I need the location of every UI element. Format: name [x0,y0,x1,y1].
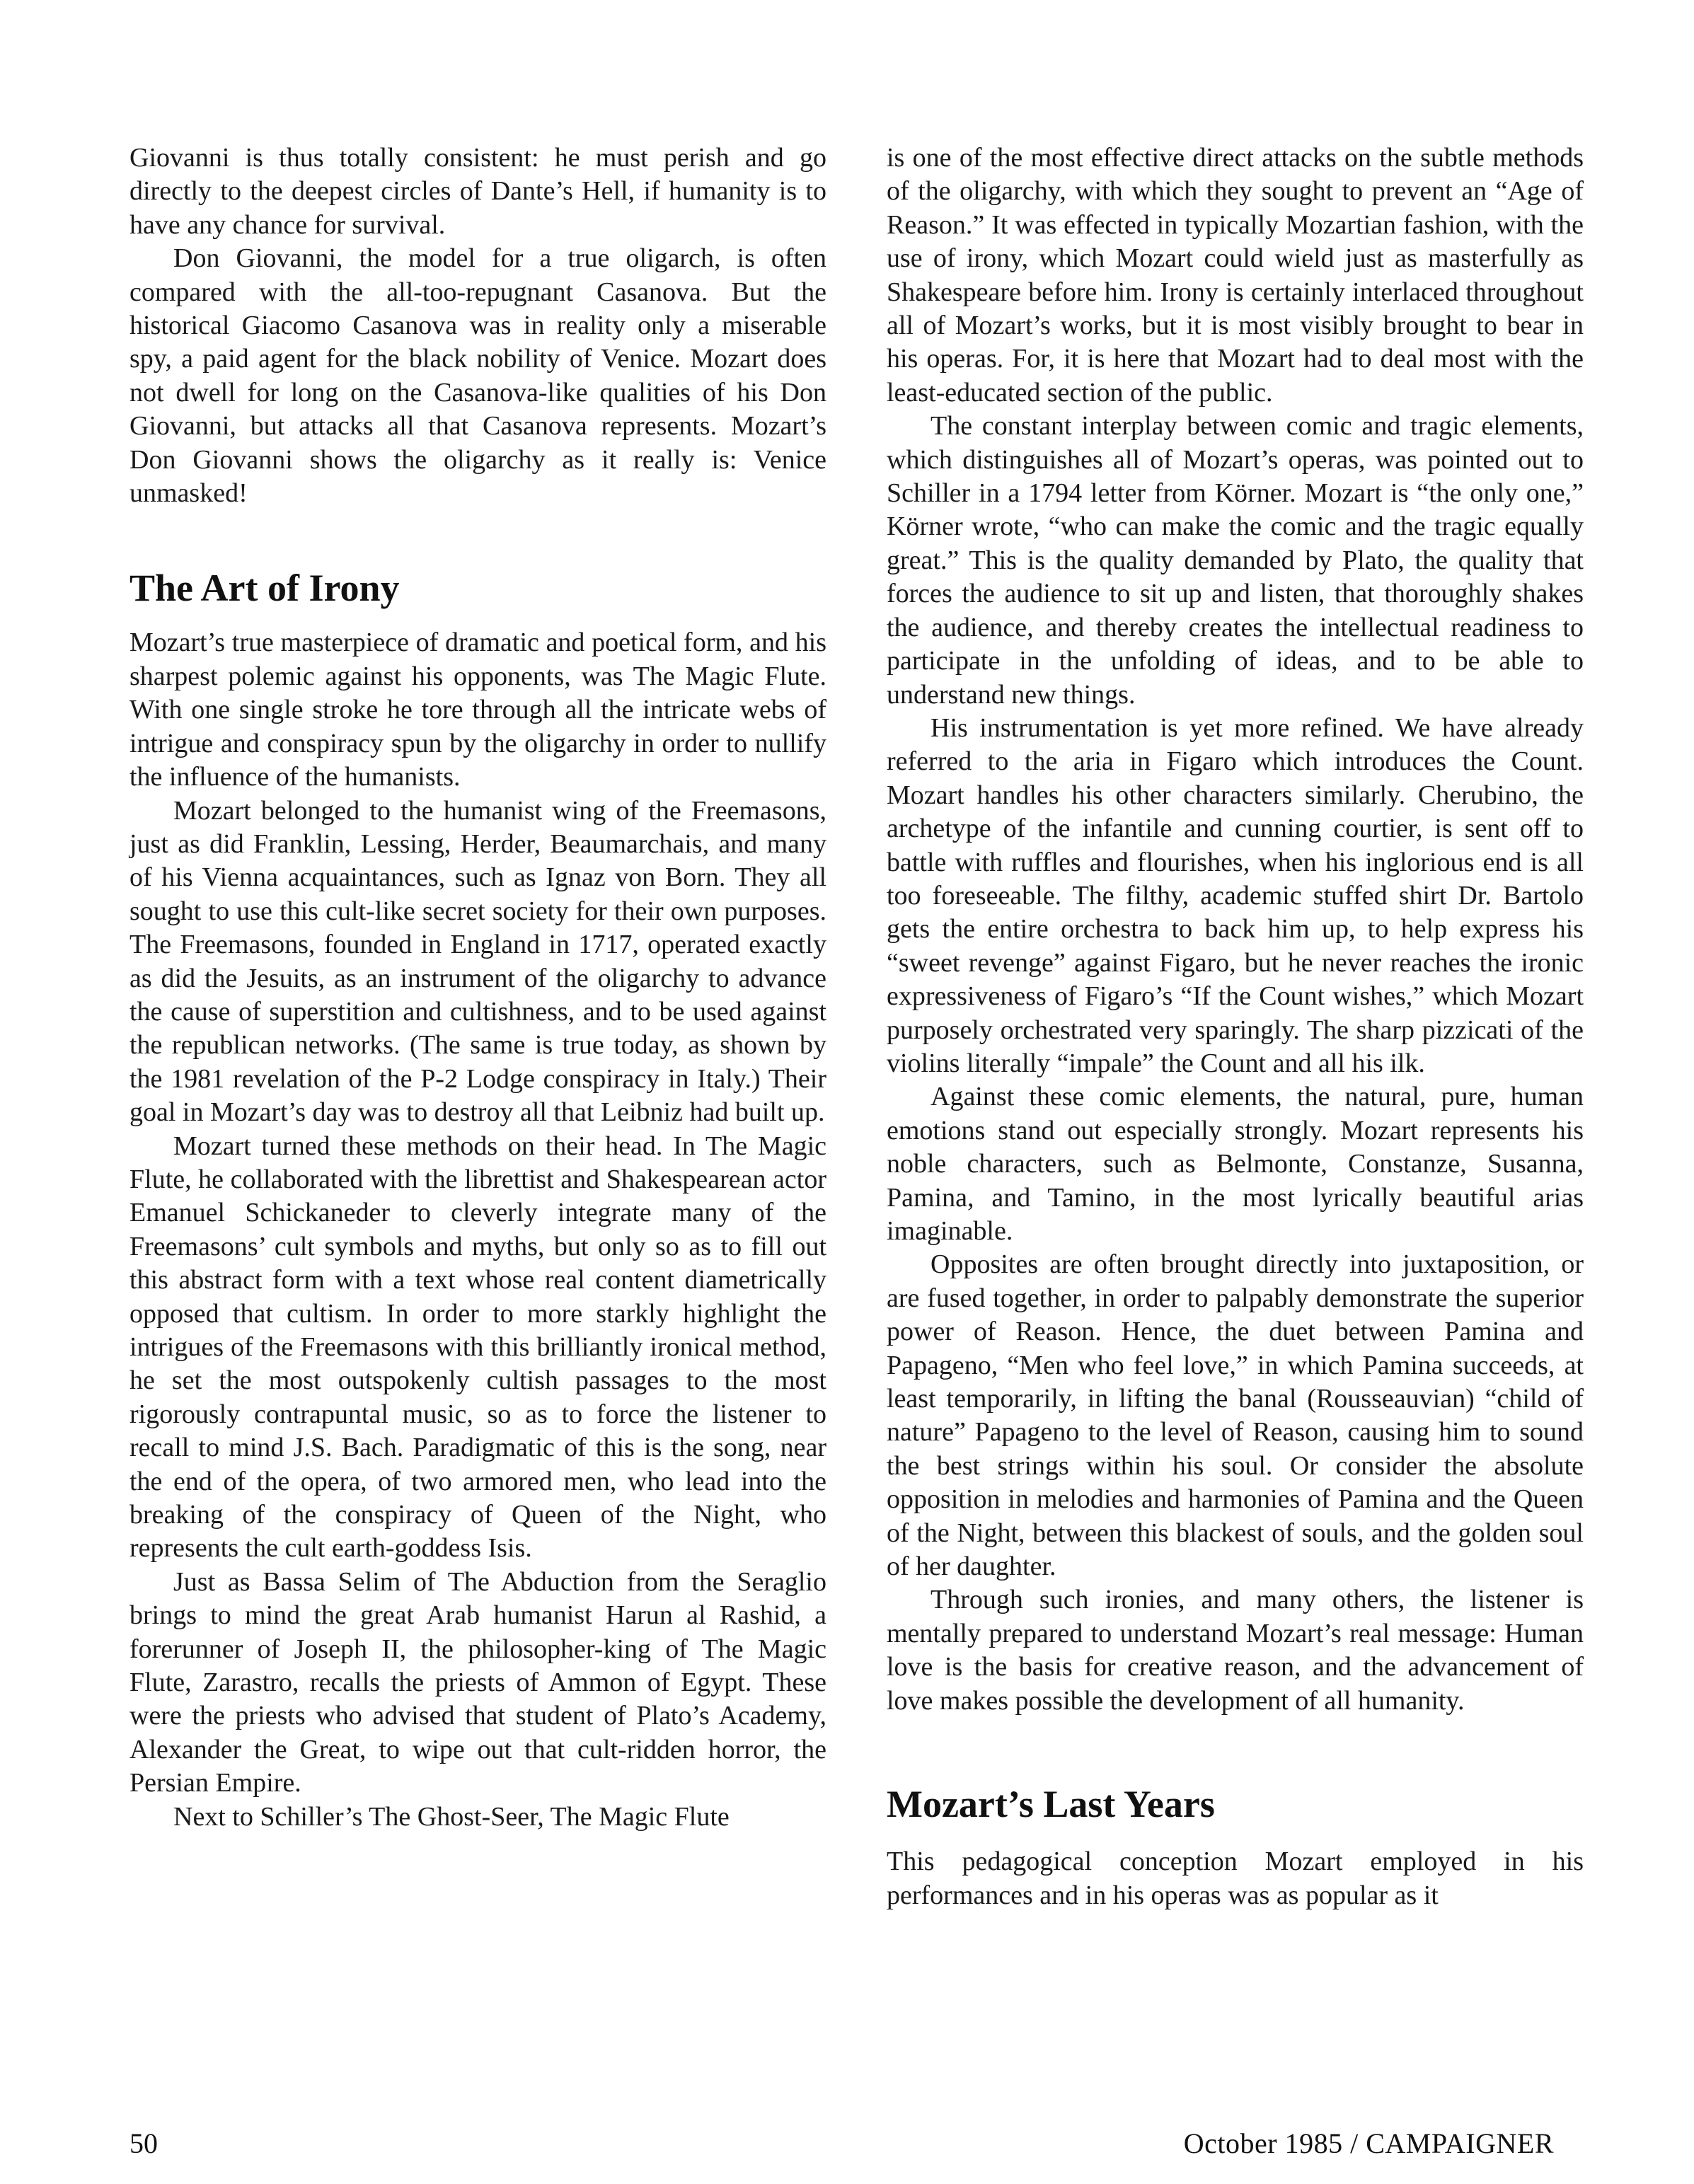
section-heading-last-years: Mozart’s Last Years [887,1783,1215,1826]
paragraph: Mozart’s true masterpiece of dramatic and poetical form, and his sharpest polemic against his opponents, was The Magic Flute. With one single stroke he tore through all the intricate webs of intrigue and conspiracy spun by the oligarchy in order to nullify the influence of the humanists. [129,628,826,792]
paragraph: Mozart belonged to the humanist wing of the Freemasons, just as did Franklin, Lessing, Herder, Beaumarchais, and many of his Vienna acquaintances, such as Ignaz von Born. They all sought to use this cult-like secret society for their own purposes. The Freemasons, founded in England in 1717, operated exactly as did the Jesuits, as an instrument of the oligarchy to advance the cause of superstition and cultishness, and to be used against the republican networks. (The same is true today, as shown by the 1981 revelation of the P-2 Lodge conspiracy in Italy.) Their goal in Mozart’s day was to destroy all that Leibniz had built up. [129,795,826,1128]
left-column [129,141,826,1834]
paragraph: Next to Schiller’s The Ghost-Seer, The Magic Flute [173,1801,730,1832]
paragraph: Giovanni is thus totally consistent: he must perish and go directly to the deepest circles of Dante’s Hell, if humanity is to have any chance for survival. [129,143,826,240]
page-number: 50 [129,2127,158,2159]
paragraph: His instrumentation is yet more refined. We have already referred to the aria in Figaro which introduces the Count. Mozart handles his other characters similarly. Cherubino, the archetype of the infantile and cunning courtier, is sent off to battle with ruffles and flourishes, when his inglorious end is all too foreseeable. The filthy, academic stuffed shirt Dr. Bartolo gets the entire orchestra to back him up, to help express his “sweet revenge” against Figaro, but he never reaches the ironic expressiveness of Figaro’s “If the Count wishes,” which Mozart purposely orchestrated very sparingly. The sharp pizzicati of the violins literally “impale” the Count and all his ilk. [887,712,1584,1078]
paragraph: Don Giovanni, the model for a true oligarch, is often compared with the all-too-repugnant Casanova. But the historical Giacomo Casanova was in reality only a miserable spy, a paid agent for the black nobility of Venice. Mozart does not dwell for long on the Casanova-like qualities of his Don Giovanni, but attacks all that Casanova represents. Mozart’s Don Giovanni shows the oligarchy as it really is: Venice unmasked! [129,243,826,509]
paragraph: This pedagogical conception Mozart employed in his performances and in his operas was as popular as it [887,1847,1584,1910]
paragraph: Opposites are often brought directly into juxtaposition, or are fused together, in order to palpably demonstrate the superior power of Reason. Hence, the duet between Pamina and Papageno, “Men who feel love,” in which Pamina succeeds, at least temporarily, in lifting the banal (Rousseauvian) “child of nature” Papageno to the level of Reason, causing him to sound the best strings within his soul. Or consider the absolute opposition in melodies and harmonies of Pamina and the Queen of the Night, between this blackest of souls, and the golden soul of her daughter. [887,1249,1584,1582]
issue-footer: October 1985 / CAMPAIGNER [1183,2127,1554,2159]
paragraph: is one of the most effective direct attacks on the subtle methods of the oligarchy, with which they sought to prevent an “Age of Reason.” It was effected in typically Mozartian fashion, with the use of irony, which Mozart could wield just as masterfully as Shakespeare before him. Irony is certainly interlaced throughout all of Mozart’s works, but it is most visibly brought to bear in his operas. For, it is here that Mozart had to deal most with the least-educated section of the public. [887,143,1584,408]
paragraph: Just as Bassa Selim of The Abduction from the Seraglio brings to mind the great Arab humanist Harun al Rashid, a forerunner of Joseph II, the philosopher-king of The Magic Flute, Zarastro, recalls the priests of Ammon of Egypt. These were the priests who advised that student of Plato’s Academy, Alexander the Great, to wipe out that cult-ridden horror, the Persian Empire. [129,1566,826,1798]
section-heading-art-of-irony: The Art of Irony [129,567,400,610]
paragraph: Against these comic elements, the natural, pure, human emotions stand out especially strongly. Mozart represents his noble characters, such as Belmonte, Constanze, Susanna, Pamina, and Tamino, in the most lyrically beautiful arias imaginable. [887,1082,1584,1246]
paragraph: Mozart turned these methods on their head. In The Magic Flute, he collaborated with the librettist and Shakespearean actor Emanuel Schickaneder to cleverly integrate many of the Freemasons’ cult symbols and myths, but only so as to fill out this abstract form with a text whose real content diametrically opposed that cultism. In order to more starkly highlight the intrigues of the Freemasons with this brilliantly ironical method, he set the most outspokenly cultish passages to the most rigorously contrapuntal music, so as to force the listener to recall to mind J.S. Bach. Paradigmatic of this is the song, near the end of the opera, of two armored men, who lead into the breaking of the conspiracy of Queen of the Night, who represents the cult earth-goddess Isis. [129,1131,826,1564]
right-column [887,141,1584,1912]
paragraph: The constant interplay between comic and tragic elements, which distinguishes all of Mozart’s operas, was pointed out to Schiller in a 1794 letter from Körner. Mozart is “the only one,” Körner wrote, “who can make the comic and the tragic equally great.” This is the quality demanded by Plato, the quality that forces the audience to sit up and listen, that thoroughly shakes the audience, and thereby creates the intellectual readiness to participate in the unfolding of ideas, and to be able to understand new things. [887,411,1584,710]
paragraph: Through such ironies, and many others, the listener is mentally prepared to understand Mozart’s real message: Human love is the basis for creative reason, and the advancement of love makes possible the development of all humanity. [887,1585,1584,1716]
